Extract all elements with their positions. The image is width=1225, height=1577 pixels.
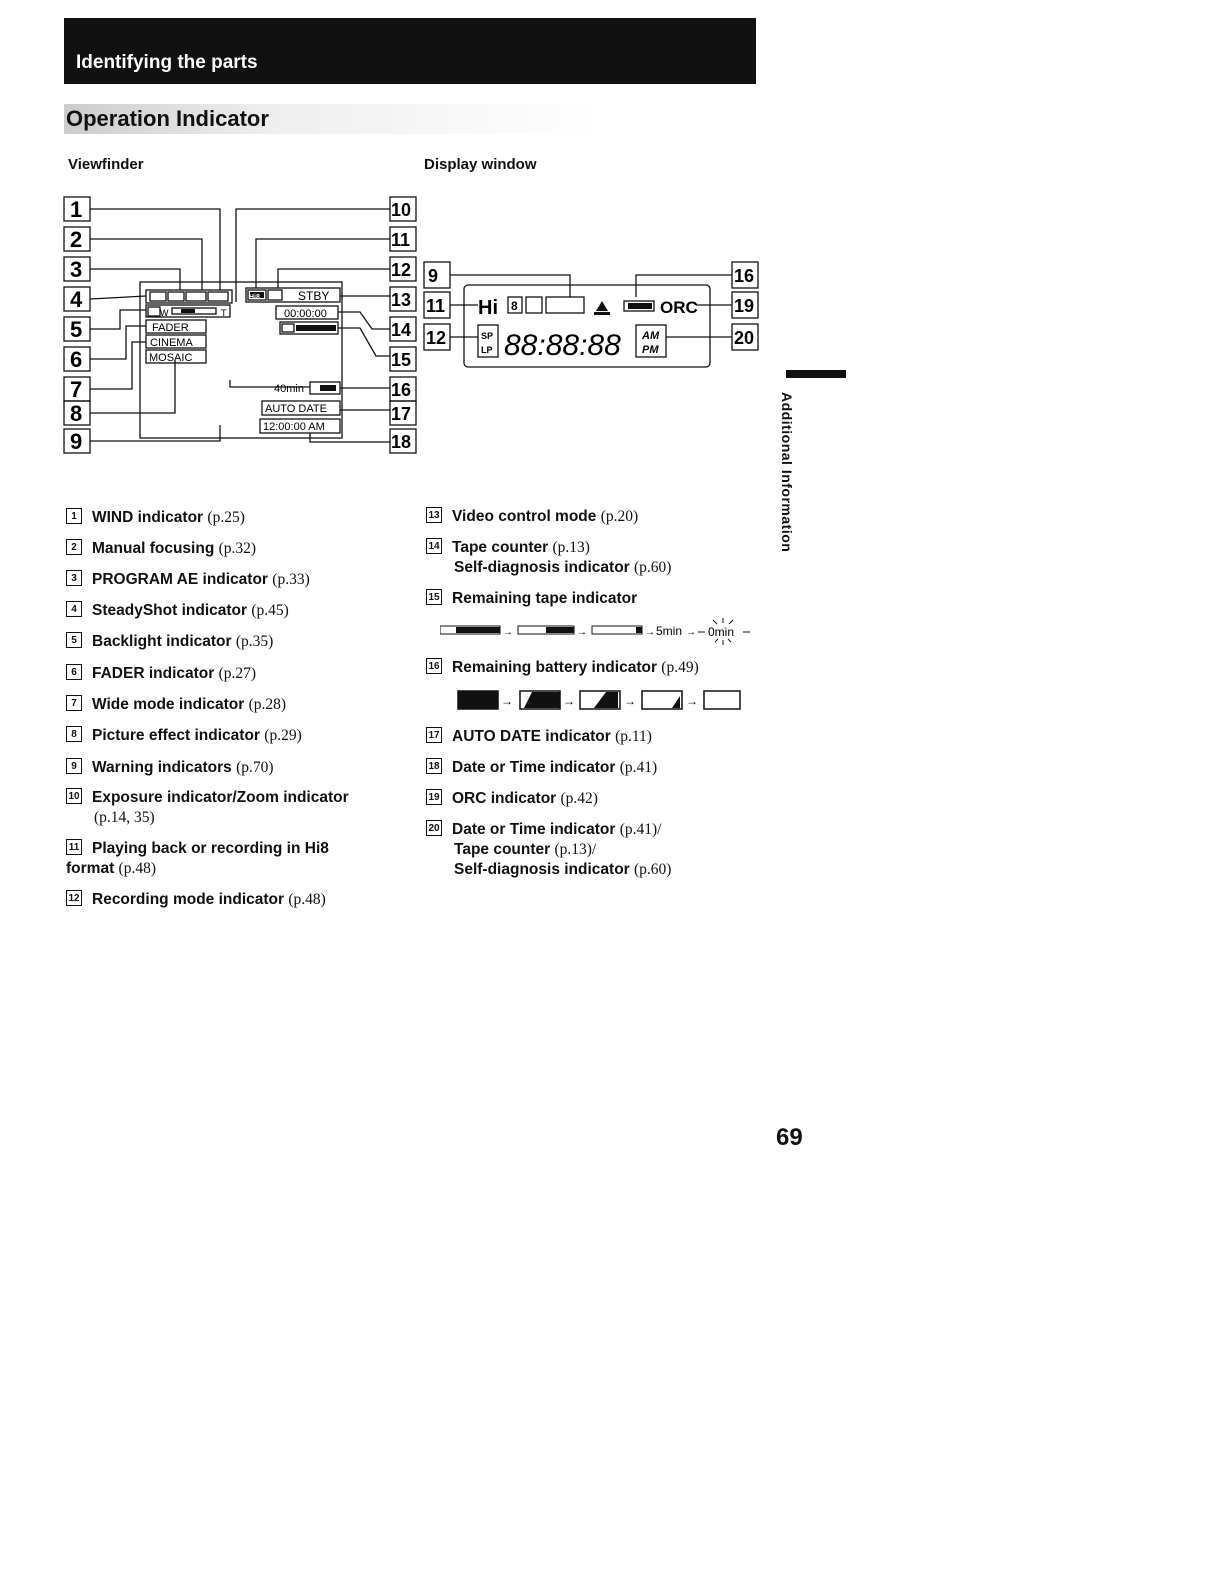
list-item: 6 FADER indicator (p.27): [66, 664, 406, 684]
disp-lp: LP: [481, 345, 493, 355]
list-item: 7 Wide mode indicator (p.28): [66, 695, 406, 715]
vf-num-7: 7: [70, 377, 83, 402]
tape-5min: 5min: [656, 624, 683, 638]
vf-hi8: Hi8: [249, 294, 260, 301]
svg-text:→: →: [686, 627, 696, 638]
svg-text:→: →: [624, 694, 636, 708]
disp-num-9: 9: [428, 266, 439, 286]
disp-sp: SP: [481, 331, 494, 341]
vf-num-10: 10: [391, 200, 412, 220]
disp-pm: PM: [642, 344, 659, 356]
vf-num-13: 13: [391, 290, 412, 310]
vf-num-1: 1: [70, 197, 83, 222]
disp-num-12: 12: [426, 328, 447, 348]
list-item: 11 Playing back or recording in Hi8 format (p.48): [66, 840, 329, 877]
vf-num-17: 17: [391, 404, 412, 424]
list-item: 4 SteadyShot indicator (p.45): [66, 601, 406, 621]
vf-num-3: 3: [70, 257, 83, 282]
tape-sequence: [440, 616, 770, 650]
disp-num-16: 16: [734, 266, 755, 286]
svg-text:→: →: [645, 627, 655, 638]
banner-title: Identifying the parts: [76, 52, 258, 73]
battery-sequence: [454, 688, 744, 714]
list-item: 14 Tape counter (p.13) Self-diagnosis indicator (p.60): [426, 538, 766, 578]
list-item: 19 ORC indicator (p.42): [426, 789, 766, 809]
vf-min: 40min: [274, 383, 304, 395]
viewfinder-caption: Viewfinder: [68, 156, 144, 173]
list-item: 5 Backlight indicator (p.35): [66, 632, 406, 652]
display-window-diagram: [420, 255, 765, 375]
svg-text:→: →: [577, 627, 587, 638]
svg-text:→: →: [563, 694, 575, 708]
vf-stby: STBY: [298, 289, 330, 303]
vf-num-16: 16: [391, 380, 412, 400]
vf-cinema: CINEMA: [150, 337, 193, 349]
side-label: Additional Information: [779, 392, 795, 553]
vf-time: 12:00:00 AM: [263, 421, 325, 433]
vf-num-11: 11: [391, 230, 411, 250]
zoom-w: W: [160, 308, 169, 318]
section-title: Operation Indicator: [64, 104, 732, 134]
list-item: 3 PROGRAM AE indicator (p.33): [66, 570, 406, 590]
disp-am: AM: [642, 330, 660, 342]
svg-text:→: →: [501, 694, 513, 708]
disp-orc: ORC: [660, 298, 698, 317]
header-banner: [64, 18, 756, 84]
svg-text:→: →: [686, 694, 698, 708]
zoom-t: T: [221, 308, 227, 318]
disp-digits: 88:88:88: [504, 329, 621, 362]
disp-eight: 8: [511, 299, 518, 313]
list-item: 1 WIND indicator (p.25): [66, 508, 406, 528]
list-item: 15 Remaining tape indicator: [426, 589, 766, 609]
vf-num-4: 4: [70, 287, 83, 312]
display-caption: Display window: [424, 156, 537, 173]
vf-num-15: 15: [391, 350, 412, 370]
vf-num-18: 18: [391, 432, 412, 452]
list-item: 9 Warning indicators (p.70): [66, 758, 406, 778]
list-item: 10 Exposure indicator/Zoom indicator (p.14, 35): [66, 788, 386, 828]
viewfinder-diagram: [60, 190, 420, 460]
vf-auto-date: AUTO DATE: [265, 403, 327, 415]
page-number: 69: [776, 1124, 803, 1151]
disp-num-20: 20: [734, 328, 755, 348]
list-item: 18 Date or Time indicator (p.41): [426, 758, 766, 778]
vf-num-12: 12: [391, 260, 412, 280]
list-item: 20 Date or Time indicator (p.41)/ Tape counter (p.13)/ Self-diagnosis indicator (p.60): [426, 820, 766, 880]
disp-num-19: 19: [734, 296, 755, 316]
disp-num-11: 11: [426, 296, 446, 316]
side-tab: [786, 370, 846, 378]
vf-counter: 00:00:00: [284, 308, 327, 320]
vf-num-9: 9: [70, 429, 83, 454]
vf-mosaic: MOSAIC: [149, 352, 193, 364]
vf-num-8: 8: [70, 401, 83, 426]
list-item: 8 Picture effect indicator (p.29): [66, 726, 406, 746]
list-item: 17 AUTO DATE indicator (p.11): [426, 727, 766, 747]
list-item: 16 Remaining battery indicator (p.49): [426, 658, 766, 678]
list-item: 2 Manual focusing (p.32): [66, 539, 406, 559]
svg-text:→: →: [503, 627, 513, 638]
vf-num-2: 2: [70, 227, 83, 252]
vf-num-14: 14: [391, 320, 412, 340]
list-item: 12 Recording mode indicator (p.48): [66, 890, 406, 910]
list-item: 13 Video control mode (p.20): [426, 507, 766, 527]
vf-fader: FADER: [152, 322, 189, 334]
vf-num-6: 6: [70, 347, 83, 372]
tape-0min: 0min: [708, 625, 735, 639]
vf-num-5: 5: [70, 317, 83, 342]
disp-hi: Hi: [478, 297, 498, 319]
